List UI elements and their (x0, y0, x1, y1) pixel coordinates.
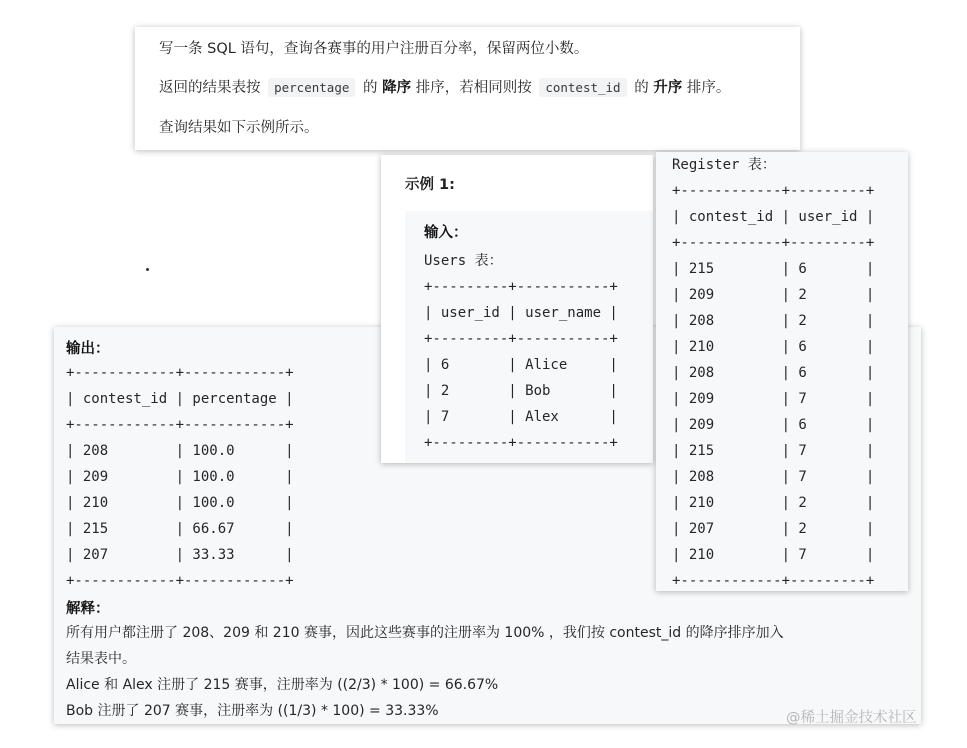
bold-text-desc: 降序 (382, 80, 412, 96)
inline-code-contest-id: contest_id (539, 78, 626, 97)
register-table-line: | 208 | 7 | (672, 469, 875, 485)
explanation-line: Alice 和 Alex 注册了 215 赛事，注册率为 ((2/3) * 100) = 66.67% (66, 677, 499, 693)
stray-dot (146, 268, 149, 271)
output-label: 输出： (66, 341, 110, 357)
register-table-line: | 209 | 7 | (672, 391, 875, 407)
problem-line-2 (159, 78, 730, 98)
explanation-line: 结果表中。 (66, 651, 136, 667)
register-table-line: | 210 | 2 | (672, 495, 875, 511)
register-table-line: | 207 | 2 | (672, 521, 875, 537)
input-label: 输入： (424, 225, 468, 241)
register-table-line: | 215 | 6 | (672, 261, 875, 277)
register-table-line: | 215 | 7 | (672, 443, 875, 459)
register-table-line: | 210 | 6 | (672, 339, 875, 355)
users-table-line: +---------+-----------+ (424, 331, 618, 347)
problem-statement-card (135, 27, 800, 150)
output-table-line: | 210 | 100.0 | (66, 495, 294, 511)
explanation-line: Bob 注册了 207 赛事，注册率为 ((1/3) * 100) = 33.33% (66, 703, 439, 719)
explanation-label: 解释： (66, 601, 110, 617)
register-table-line: Register 表： (672, 157, 776, 173)
users-table-line: | user_id | user_name | (424, 305, 618, 321)
register-table-line: | contest_id | user_id | (672, 209, 875, 225)
output-table-line: | contest_id | percentage | (66, 391, 294, 407)
bold-text-asc: 升序 (653, 80, 683, 96)
users-table-line: Users 表： (424, 253, 503, 269)
output-table-line: +------------+------------+ (66, 573, 294, 589)
users-table-line: +---------+-----------+ (424, 279, 618, 295)
inline-code-percentage: percentage (268, 78, 355, 97)
register-table-line: +------------+---------+ (672, 183, 875, 199)
register-table-line: | 209 | 2 | (672, 287, 875, 303)
users-table-line: +---------+-----------+ (424, 435, 618, 451)
output-table-line: | 207 | 33.33 | (66, 547, 294, 563)
users-table-line: | 2 | Bob | (424, 383, 618, 399)
output-table-line: +------------+------------+ (66, 417, 294, 433)
problem-line-1: 写一条 SQL 语句，查询各赛事的用户注册百分率，保留两位小数。 (159, 41, 589, 57)
explanation-line: 所有用户都注册了 208、209 和 210 赛事，因此这些赛事的注册率为 100% ，我们按 contest_id 的降序排序加入 (66, 625, 784, 641)
watermark: @稀土掘金技术社区 (786, 710, 917, 726)
output-table-line: | 215 | 66.67 | (66, 521, 294, 537)
register-table-line: | 210 | 7 | (672, 547, 875, 563)
problem-text: 的 (362, 80, 378, 96)
users-table-line: | 7 | Alex | (424, 409, 618, 425)
output-table-line: +------------+------------+ (66, 365, 294, 381)
output-table-line: | 208 | 100.0 | (66, 443, 294, 459)
problem-line-3: 查询结果如下示例所示。 (159, 120, 319, 136)
example-card (381, 155, 653, 463)
output-table-line: | 209 | 100.0 | (66, 469, 294, 485)
problem-text: 的 (634, 80, 649, 96)
problem-text: 排序。 (686, 80, 731, 96)
register-table-line: | 209 | 6 | (672, 417, 875, 433)
register-table-line: +------------+---------+ (672, 235, 875, 251)
example-input-block (405, 211, 653, 463)
register-table-line: | 208 | 6 | (672, 365, 875, 381)
problem-text: 排序，若相同则按 (415, 80, 532, 96)
register-table-line: | 208 | 2 | (672, 313, 875, 329)
example-title: 示例 1: (405, 177, 455, 193)
register-table-card (656, 152, 908, 591)
problem-text: 返回的结果表按 (159, 80, 261, 96)
users-table-line: | 6 | Alice | (424, 357, 618, 373)
register-table-line: +------------+---------+ (672, 573, 875, 589)
